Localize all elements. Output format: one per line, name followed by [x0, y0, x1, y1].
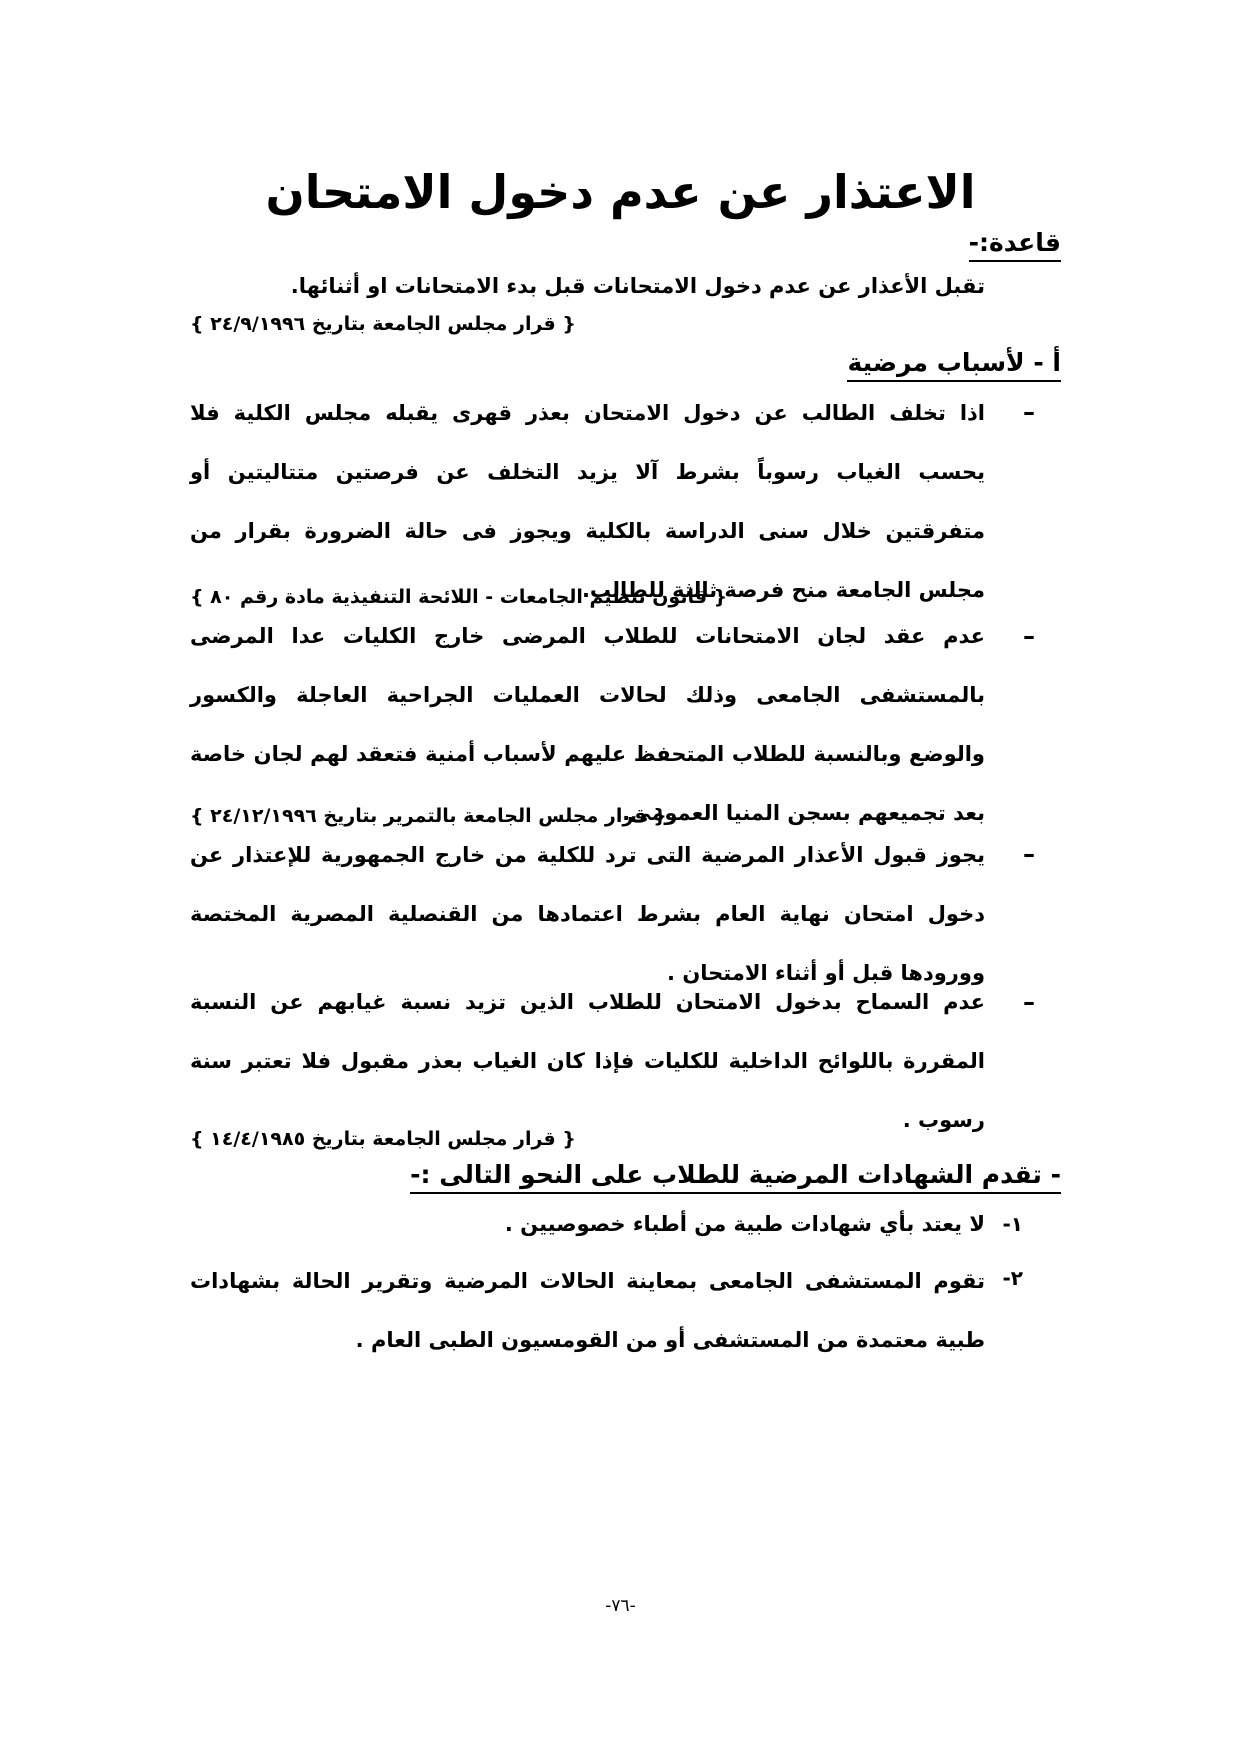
numbered-item-marker: ١- [1002, 1212, 1023, 1236]
page-title: الاعتذار عن عدم دخول الامتحان [265, 165, 976, 219]
list-item: يجوز قبول الأعذار المرضية التى ترد للكلية من خارج الجمهورية للإعتذار عن دخول امتحان نهاية العام بشرط اعتمادها من القنصلية المصرية المختصة وورودها قبل أو أثناء الامتحان . [190, 843, 985, 985]
list-item-marker: – [1023, 840, 1035, 868]
rule-heading: قاعدة:- [969, 228, 1061, 262]
list-item: اذا تخلف الطالب عن دخول الامتحان بعذر قهرى يقبله مجلس الكلية فلا يحسب الغياب رسوباً بشرط آلا يزيد التخلف عن فرصتين متتاليتين أو متفرقتين خلال سنى الدراسة بالكلية ويجوز فى حالة الضرورة بقرار من مجلس الجامعة منح فرصة ثالثة للطالب. [190, 401, 985, 602]
rule-reference: { قرار مجلس الجامعة بتاريخ ٢٤/٩/١٩٩٦ } [190, 313, 576, 335]
section-a-heading: أ - لأسباب مرضية [847, 348, 1061, 382]
rule-text: تقبل الأعذار عن عدم دخول الامتحانات قبل بدء الامتحانات او أثنائها. [290, 274, 985, 298]
list-item: عدم عقد لجان الامتحانات للطلاب المرضى خارج الكليات عدا المرضى بالمستشفى الجامعى وذلك لحالات العمليات الجراحية العاجلة والكسور والوضع وبالنسبة للطلاب المتحفظ عليهم لأسباب أمنية فتعقد لهم لجان خاصة بعد تجميعهم بسجن المنيا العمومى. [190, 624, 985, 825]
list-item-marker: – [1023, 398, 1035, 426]
list-item-marker: – [1023, 622, 1035, 650]
list-item-marker: – [1023, 988, 1035, 1016]
list-item: عدم السماح بدخول الامتحان للطلاب الذين تزيد نسبة غيابهم عن النسبة المقررة باللوائح الداخلية للكليات فإذا كان الغياب بعذر مقبول فلا تعتبر سنة رسوب . [190, 990, 985, 1132]
certificates-heading: - تقدم الشهادات المرضية للطلاب على النحو التالى :- [410, 1160, 1061, 1194]
item-reference: { قانون تنظيم الجامعات - اللائحة التنفيذية مادة رقم ٨٠ } [190, 586, 728, 608]
item-reference: { قرار مجلس الجامعة بتاريخ ١٤/٤/١٩٨٥ } [190, 1128, 576, 1150]
numbered-item: تقوم المستشفى الجامعى بمعاينة الحالات المرضية وتقرير الحالة بشهادات طبية معتمدة من المستشفى أو من القومسيون الطبى العام . [190, 1269, 985, 1352]
item-reference: { قرار مجلس الجامعة بالتمرير بتاريخ ٢٤/١٢/١٩٩٦ } [190, 805, 667, 827]
numbered-item: لا يعتد بأي شهادات طبية من أطباء خصوصيين . [504, 1212, 985, 1236]
page-number: -٧٦- [605, 1596, 636, 1616]
numbered-item-marker: ٢- [1002, 1266, 1023, 1290]
